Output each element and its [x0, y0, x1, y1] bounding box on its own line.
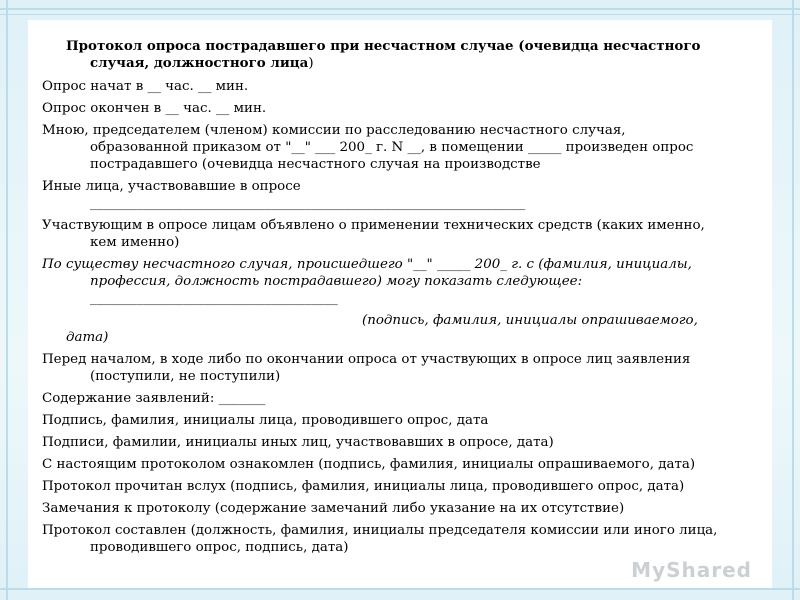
document-body	[28, 20, 772, 588]
decor-line	[792, 0, 794, 600]
respondent-signature-date: дата)	[66, 330, 109, 345]
read-aloud-line: Протокол прочитан вслух (подпись, фамилия, инициалы лица, проводившего опрос, дата)	[42, 479, 685, 494]
decor-line	[0, 14, 800, 15]
composed-paragraph: Протокол составлен (должность, фамилия, инициалы председателя комиссии или иного лица, проводившего опрос, подпись, дата)	[42, 523, 718, 555]
interviewer-paragraph: Мною, председателем (членом) комиссии по расследованию несчастного случая, образованной приказом от "__" ___ 200_ г. N __, в помещении _____ произведен опрос пострадавшего (очевидца несчастного случая на производстве	[42, 123, 694, 172]
remarks-line: Замечания к протоколу (содержание замечаний либо указание на их отсутствие)	[42, 501, 625, 516]
other-participants: Иные лица, участвовавшие в опросе _________________________________________________________________	[42, 179, 526, 211]
statements-paragraph: Перед началом, в ходе либо по окончании опроса от участвующих в опросе лиц заявления (поступили, не поступили)	[42, 352, 691, 384]
title-line-2: случая, должностного лица)	[90, 55, 314, 71]
started-line: Опрос начат в __ час. __ мин.	[42, 79, 249, 94]
technical-means: Участвующим в опросе лицам объявлено о применении технических средств (каких именно, кем именно)	[42, 218, 705, 250]
ended-line: Опрос окончен в __ час. __ мин.	[42, 101, 267, 116]
conductor-signature: Подпись, фамилия, инициалы лица, проводившего опрос, дата	[42, 413, 489, 428]
acquainted-line: С настоящим протоколом ознакомлен (подпись, фамилия, инициалы опрашиваемого, дата)	[42, 457, 696, 472]
document-title	[42, 38, 742, 72]
respondent-signature-note: (подпись, фамилия, инициалы опрашиваемого,	[362, 313, 698, 328]
watermark-logo: MyShared	[631, 558, 752, 582]
others-signatures: Подписи, фамилии, инициалы иных лиц, участвовавших в опросе, дата)	[42, 435, 554, 450]
essence-paragraph: По существу несчастного случая, происшедшего "__" _____ 200_ г. с (фамилия, инициалы, профессия, должность пострадавшего) могу показать следующее: _____________________________________	[42, 257, 692, 306]
statements-content: Содержание заявлений: _______	[42, 391, 266, 406]
decor-line	[0, 588, 800, 590]
decor-line	[6, 0, 8, 600]
decor-line	[0, 8, 800, 10]
title-line-1: Протокол опроса пострадавшего при несчастном случае (очевидца несчастного	[66, 38, 701, 54]
